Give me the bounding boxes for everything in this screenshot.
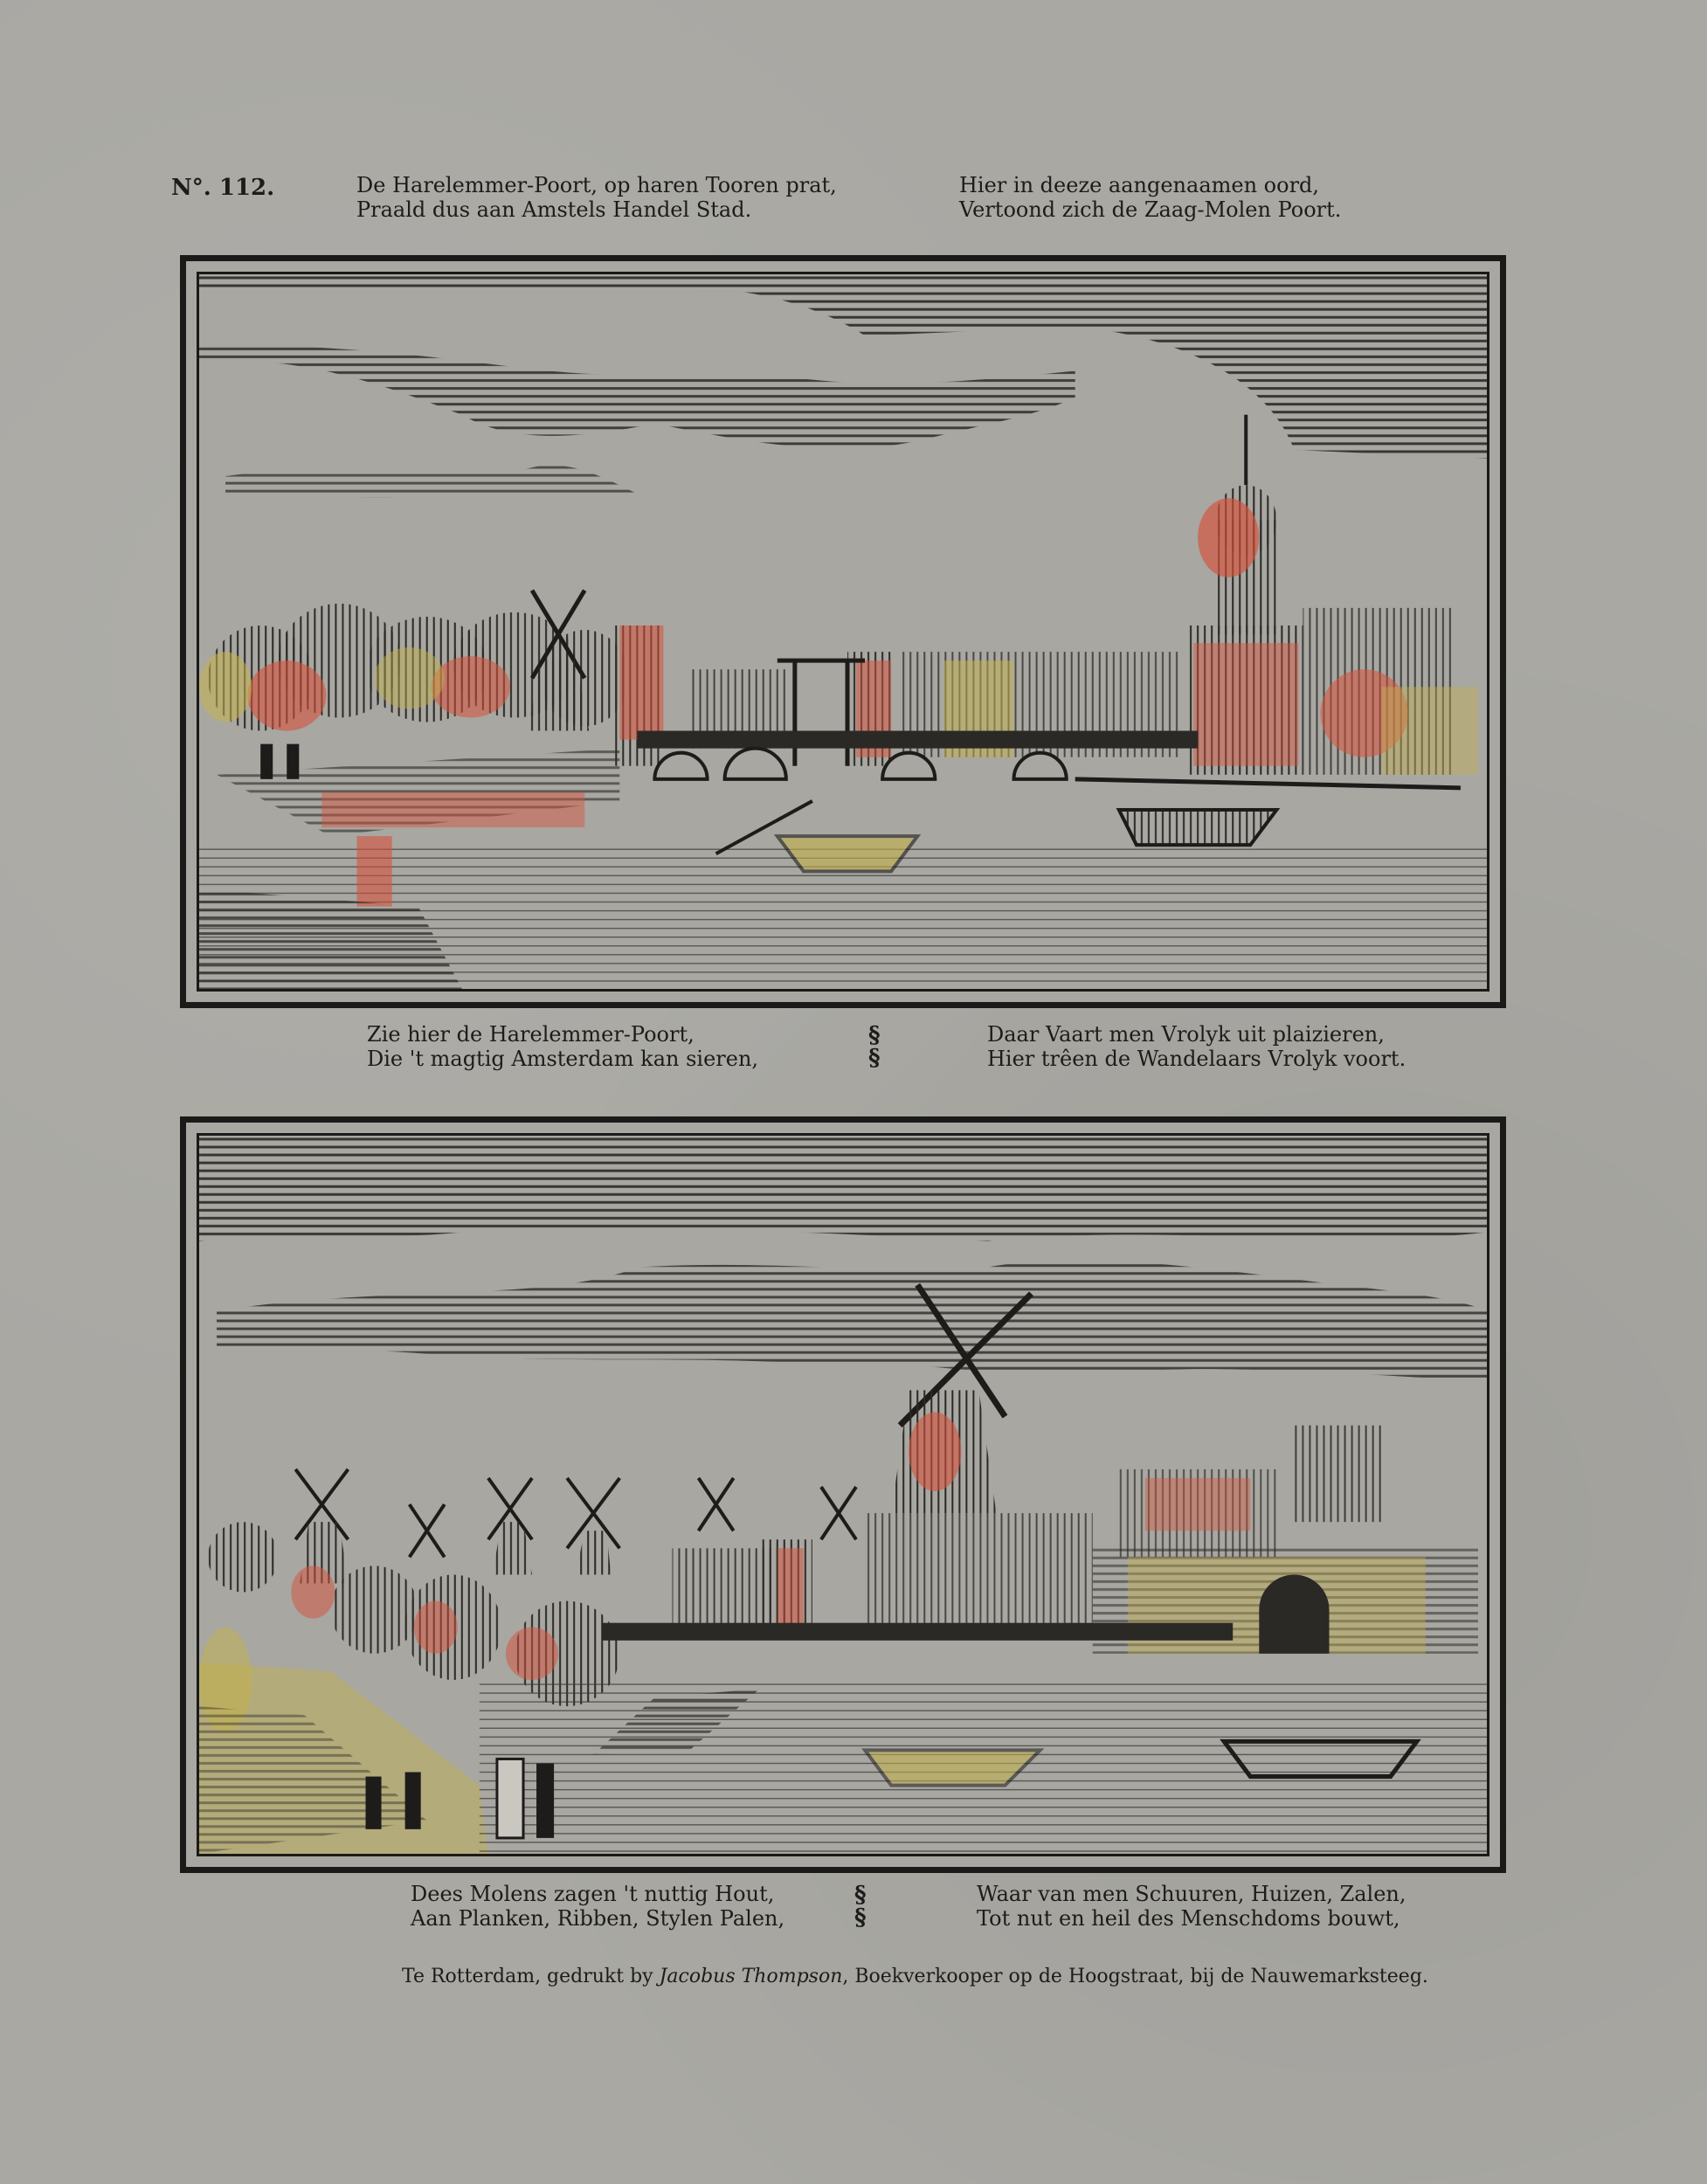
plate-number: N°. 112. bbox=[171, 175, 275, 201]
printer-imprint: Te Rotterdam, gedrukt by Jacobus Thompson, Boekverkooper op de Hoogstraat, bij de Nauwemarksteeg. bbox=[402, 1966, 1428, 1987]
verse-line: Waar van men Schuuren, Huizen, Zalen, bbox=[977, 1882, 1406, 1906]
verse-line: Hier in deeze aangenaamen oord, bbox=[959, 173, 1320, 197]
verse-line: Hier trêen de Wandelaars Vrolyk voort. bbox=[987, 1047, 1406, 1071]
verse-line: Tot nut en heil des Menschdoms bouwt, bbox=[977, 1906, 1400, 1931]
verse-line: De Harelemmer-Poort, op haren Tooren prat, bbox=[356, 173, 837, 197]
separator-ornament-icon: § § bbox=[854, 1882, 867, 1931]
verse-line: Daar Vaart men Vrolyk uit plaizieren, bbox=[987, 1022, 1385, 1047]
separator-ornament-icon: § § bbox=[868, 1022, 881, 1071]
caption-1-right bbox=[987, 1022, 1406, 1071]
verse-line: Aan Planken, Ribben, Stylen Palen, bbox=[411, 1906, 785, 1931]
verse-line: Praald dus aan Amstels Handel Stad. bbox=[356, 197, 752, 222]
woodcut-harlem-gate-icon bbox=[199, 274, 1487, 989]
top-verse-left bbox=[356, 173, 837, 222]
verse-line: Dees Molens zagen 't nuttig Hout, bbox=[411, 1882, 775, 1906]
illustration-sawmill-gate bbox=[180, 1116, 1506, 1873]
caption-2-right bbox=[977, 1882, 1406, 1931]
caption-1-left bbox=[367, 1022, 758, 1071]
illustration-harlem-gate bbox=[180, 255, 1506, 1008]
printer-name: Jacobus Thompson bbox=[659, 1966, 843, 1987]
verse-line: Vertoond zich de Zaag-Molen Poort. bbox=[959, 197, 1342, 222]
verse-line: Zie hier de Harelemmer-Poort, bbox=[367, 1022, 695, 1047]
verse-line: Die 't magtig Amsterdam kan sieren, bbox=[367, 1047, 759, 1071]
caption-2-left bbox=[411, 1882, 784, 1931]
woodcut-sawmill-gate-icon bbox=[199, 1136, 1487, 1854]
top-verse-right bbox=[959, 173, 1341, 222]
